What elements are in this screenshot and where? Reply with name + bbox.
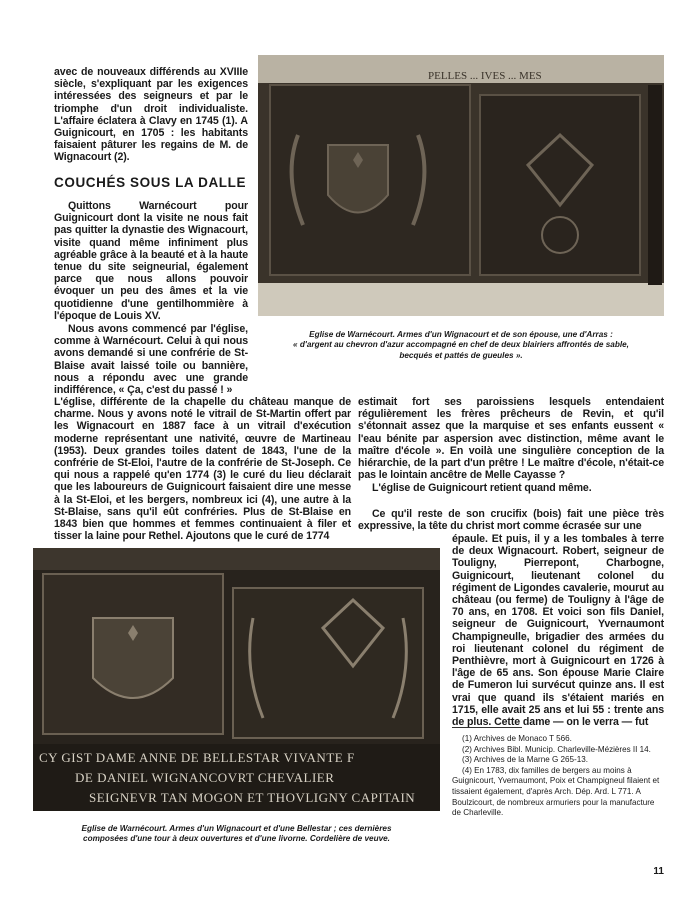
photo-warnecourt-wignacourt-arras xyxy=(258,55,664,316)
col2-paragraph-3: Ce qu'il reste de son crucifix (bois) fait une pièce très expressive, la tête du christ mort comme écrasée sur une xyxy=(358,508,664,533)
col2-paragraph-narrow: épaule. Et puis, il y a les tombales à terre de deux Wignacourt. Robert, seigneur de Touligny, Pierrepont, Charbogne, Guignicourt, lieutenant colonel du régiment de Ligondes cavalerie, mourut au château (ou ferme) de Touligny à l'âge de 70 ans, en 1708. Et voici son fils Daniel, seigneur de Guignicourt, Yvernaumont Champigneulle, brigadier des armées du roi lieutenant colonel du régiment de Penthièvre, mort à Guignicourt en 1726 à l'âge de 65 ans. Son épouse Marie Claire de Fumeron lui survécut quinze ans. Il est vrai que quand ils s'étaient mariés en 1715, elle avait 25 ans et lui 55 : trente ans de plus. Cette dame — on le verra — fut xyxy=(452,533,664,729)
caption-2-line-2: composées d'une tour à deux ouvertures et d'une livorne. Cordelière de veuve. xyxy=(83,834,390,844)
caption-1-line-1: Eglise de Warnécourt. Armes d'un Wignacourt et de son épouse, une d'Arras : xyxy=(309,330,613,339)
caption-2-line-1: Eglise de Warnécourt. Armes d'un Wignacourt et d'une Bellestar ; ces dernières xyxy=(81,824,392,833)
col1-intro-paragraph: avec de nouveaux différends au XVIIIe siècle, s'expliquant par les exigences intéressées des seigneurs et par le triomphe d'un droit individualiste. L'affaire éclatera à Clavy en 1745 (1). A Guignicourt, en 1705 : les habitants faisaient pâturer les regains de M. de Wignacourt (2). xyxy=(54,66,248,164)
footnote-3: (3) Archives de la Marne G 265-13. xyxy=(462,755,588,765)
photo1-inscription: PELLES ... IVES ... MES xyxy=(428,70,542,82)
footnote-2: (2) Archives Bibl. Municip. Charleville-Mézières II 14. xyxy=(462,744,651,754)
photo2-inscription xyxy=(39,748,439,808)
page-number: 11 xyxy=(653,866,664,877)
caption-1-line-2: « d'argent au chevron d'azur accompagné en chef de deux blairiers affrontés de sable, xyxy=(293,340,629,350)
col1-paragraph-4: L'église, différente de la chapelle du château manque de charme. Nous y avons noté le vitrail de St-Martin offert par les Wignacourt en 1887 face à un vitrail d'exécution moderne représentant une nativité, œuvre de Martineau (1953). Deux grandes toiles datent de 1843, l'une de la confrérie de St-Eloi, l'autre de la confrérie de St-Joseph. Ce qui nous a rappelé qu'en 1774 (3) le curé du lieu déclarait que les laboureurs de Guignicourt faisaient dire une messe à la St-Eloi, et les bergers, nombreux ici (4), une autre à la St-Blaise, sans qu'il eût confréries. Plus de St-Blaise en 1843 bien que hommes et femmes continuaient à filer et tisser la laine pour Rethel. Ajoutons que le curé de 1774 xyxy=(54,396,351,543)
caption-photo-2 xyxy=(33,824,440,845)
col2-paragraph-2: L'église de Guignicourt retient quand même. xyxy=(372,482,592,494)
footnote-4: (4) En 1783, dix familles de bergers au moins à Guignicourt, Yvernaumont, Poix et Champigneul filaient et tissaient également, d'après Arch. Dép. Ard. L 771. A Boulzicourt, de nombreux armuriers pour la manufacture de Charleville. xyxy=(452,765,660,818)
section-heading: COUCHÉS SOUS LA DALLE xyxy=(54,175,247,190)
col1-paragraph-2: Quittons Warnécourt pour Guignicourt dont la visite ne nous fait pas quitter la dynastie des Wignacourt, visite quand même infiniment plus agréable grâce à la beauté et à la haute tenue du site seigneurial, également parce que nous allons pouvoir évoquer un peu des âmes et la vie quotidienne d'une gentilhommière à l'époque de Louis XV. xyxy=(54,200,248,322)
caption-1-line-3: becqués et pattés de gueules ». xyxy=(399,350,523,360)
col1-paragraph-3: Nous avons commencé par l'église, comme à Warnécourt. Celui à qui nous avons demandé si une confrérie de St-Blaise avait laissé toile ou bannière, nous a répondu avec une grande indifférence, « Ça, c'est du passé ! » xyxy=(54,323,248,397)
footnotes xyxy=(452,734,664,819)
photo2-inscription-line-3: SEIGNEVR TAN MOGON ET THOVLIGNY CAPITAIN xyxy=(89,790,416,805)
photo2-inscription-line-2: DE DANIEL WIGNANCOVRT CHEVALIER xyxy=(75,770,335,785)
photo-warnecourt-wignacourt-bellestar xyxy=(33,548,440,811)
photo2-inscription-line-1: CY GIST DAME ANNE DE BELLESTAR VIVANTE F xyxy=(39,750,355,765)
col2-paragraph-1: estimait fort ses paroissiens lesquels entendaient régulièrement les frères prêcheurs de Revin, et qu'il s'étonnait assez que la marquise et ses enfants eussent « l'eau bénite par aspersion avec distinction, même avant le maître d'école ». En voilà une singulière conception de la hiérarchie, de la part d'un prêtre ! Le maître d'école, n'était-ce pas le lointain ancêtre de Melle Cayasse ? xyxy=(358,396,664,482)
footnote-1: (1) Archives de Monaco T 566. xyxy=(462,734,572,743)
caption-photo-1 xyxy=(258,330,664,361)
footnote-rule xyxy=(452,727,522,728)
